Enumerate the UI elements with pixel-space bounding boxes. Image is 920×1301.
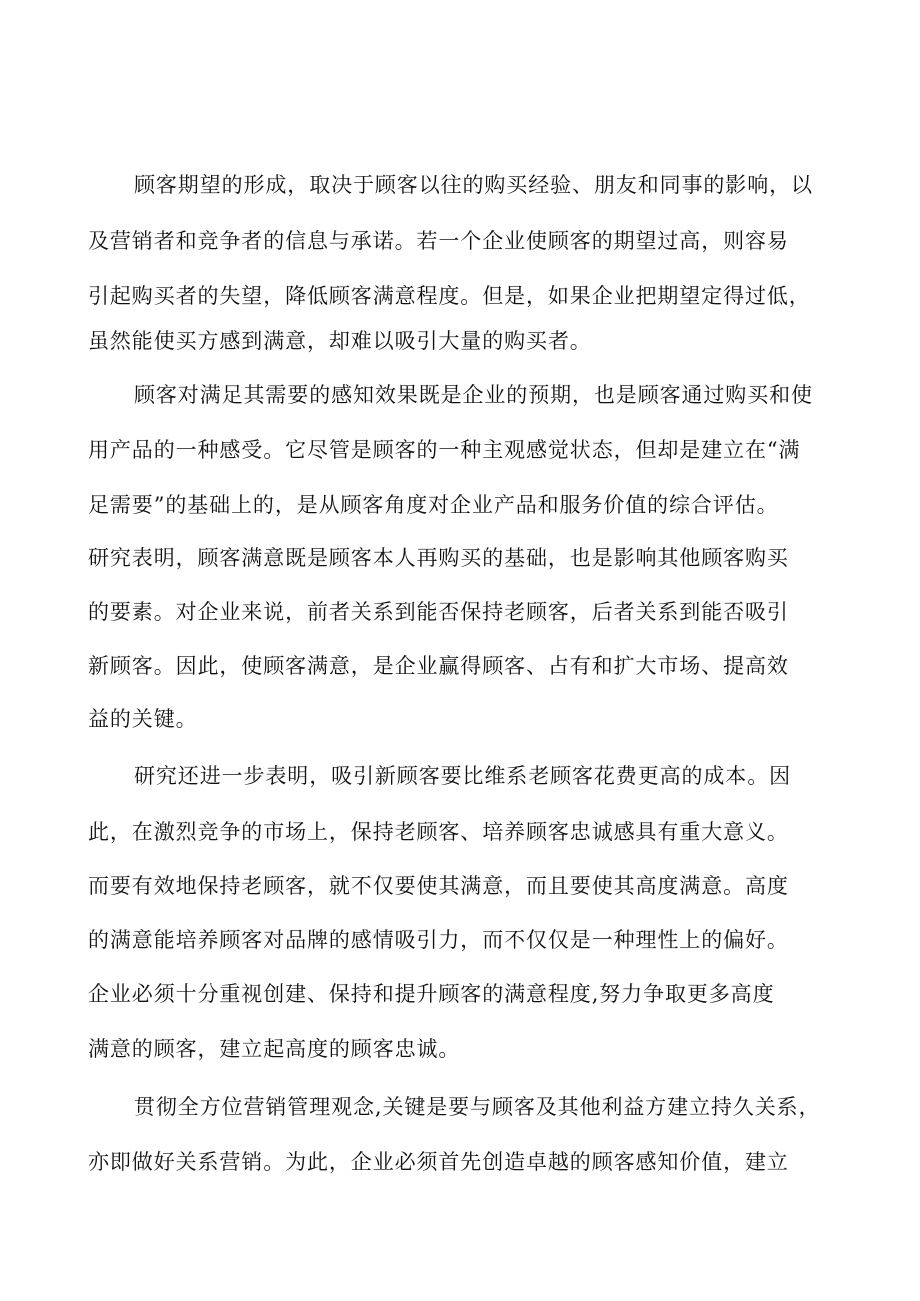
text-line: 而要有效地保持老顾客，就不仅要使其满意，而且要使其高度满意。高度 bbox=[88, 874, 789, 898]
text-line: 用产品的一种感受。它尽管是顾客的一种主观感觉状态，但却是建立在“满 bbox=[88, 438, 801, 462]
text-line: 虽然能使买方感到满意，却难以吸引大量的购买者。 bbox=[88, 329, 592, 353]
text-line: 亦即做好关系营销。为此，企业必须首先创造卓越的顾客感知价值，建立 bbox=[88, 1150, 789, 1174]
text-line: 新顾客。因此，使顾客满意，是企业赢得顾客、占有和扩大市场、提高效 bbox=[88, 654, 789, 678]
text-line: 顾客期望的形成，取决于顾客以往的购买经验、朋友和同事的影响，以 bbox=[134, 173, 813, 197]
text-line: 满意的顾客，建立起高度的顾客忠诚。 bbox=[88, 1037, 461, 1061]
text-line: 的满意能培养顾客对品牌的感情吸引力，而不仅仅是一种理性上的偏好。 bbox=[88, 928, 789, 952]
text-line: 研究还进一步表明，吸引新顾客要比维系老顾客花费更高的成本。因 bbox=[134, 764, 791, 788]
text-line: 企业必须十分重视创建、保持和提升顾客的满意程度,努力争取更多高度 bbox=[88, 982, 775, 1006]
text-line: 研究表明，顾客满意既是顾客本人再购买的基础，也是影响其他顾客购买 bbox=[88, 546, 789, 570]
text-line: 顾客对满足其需要的感知效果既是企业的预期，也是顾客通过购买和使 bbox=[134, 383, 813, 407]
text-line: 益的关键。 bbox=[88, 707, 198, 731]
text-line: 此，在激烈竞争的市场上，保持老顾客、培养顾客忠诚感具有重大意义。 bbox=[88, 820, 789, 844]
text-line: 足需要”的基础上的，是从顾客角度对企业产品和服务价值的综合评估。 bbox=[88, 493, 779, 517]
text-line: 引起购买者的失望，降低顾客满意程度。但是，如果企业把期望定得过低， bbox=[88, 284, 811, 308]
text-line: 的要素。对企业来说，前者关系到能否保持老顾客，后者关系到能否吸引 bbox=[88, 600, 789, 624]
text-line: 贯彻全方位营销管理观念,关键是要与顾客及其他利益方建立持久关系， bbox=[134, 1095, 821, 1119]
text-line: 及营销者和竞争者的信息与承诺。若一个企业使顾客的期望过高，则容易 bbox=[88, 229, 789, 253]
